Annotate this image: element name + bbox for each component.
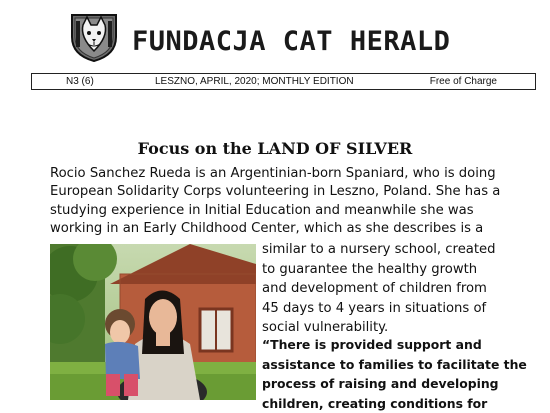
- price-info: Free of Charge: [430, 76, 497, 87]
- photo-woman-with-child-icon: [50, 244, 256, 400]
- text-line: to guarantee the healthy growth: [262, 260, 542, 280]
- article-intro: [50, 165, 530, 238]
- text-line: 45 days to 4 years in situations of: [262, 299, 542, 319]
- text-line: working in an Early Childhood Center, which as she describes is a: [50, 220, 530, 238]
- text-line: and development of children from: [262, 279, 542, 299]
- quote-line: children, creating conditions for: [262, 394, 542, 413]
- quote-line: assistance to families to facilitate the: [262, 355, 542, 375]
- quote-line: process of raising and developing: [262, 374, 542, 394]
- article-headline: Focus on the LAND OF SILVER: [0, 139, 550, 158]
- article-photo: [50, 244, 256, 400]
- cat-head-emblem-icon: [66, 7, 122, 63]
- edition-info: LESZNO, APRIL, 2020; MONTHLY EDITION: [155, 76, 354, 87]
- text-line: studying experience in Initial Education and meanwhile she was: [50, 202, 530, 220]
- text-line: Rocio Sanchez Rueda is an Argentinian-born Spaniard, who is doing: [50, 165, 530, 183]
- article-wrap-text: [262, 240, 542, 338]
- text-line: similar to a nursery school, created: [262, 240, 542, 260]
- article-quote: [262, 335, 542, 413]
- quote-line: “There is provided support and: [262, 335, 542, 355]
- masthead: [0, 0, 550, 70]
- newspaper-title: FUNDACJA CAT HERALD: [132, 26, 450, 57]
- issue-number: N3 (6): [66, 76, 94, 87]
- text-line: social vulnerability.: [262, 318, 542, 338]
- text-line: European Solidarity Corps volunteering in Leszno, Poland. She has a: [50, 183, 530, 201]
- issue-info-bar: [31, 73, 536, 90]
